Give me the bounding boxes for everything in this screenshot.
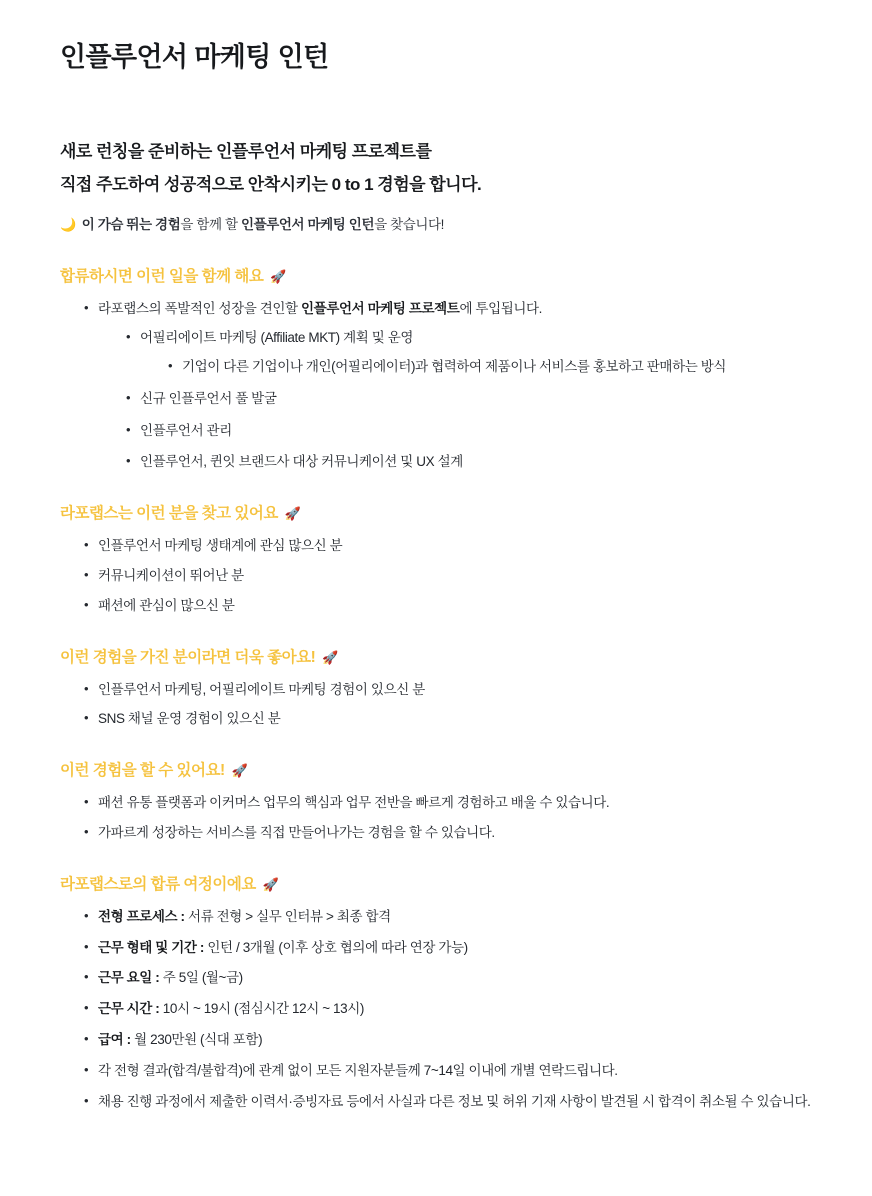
- lede-subline: [60, 214, 812, 236]
- section-what-you-gain: [60, 760, 812, 844]
- rocket-icon: 🚀: [322, 649, 338, 665]
- list-item-bold: 전형 프로세스: [98, 908, 178, 924]
- list-item-label: 각 전형 결과(합격/불합격)에 관계 없이 모든 지원자분들께 7~14일 이내에 개별 연락드립니다.: [98, 1063, 618, 1079]
- list-item: [84, 566, 812, 587]
- list-item-separator: :: [151, 1001, 163, 1017]
- list-item-label: SNS 채널 운영 경험이 있으신 분: [98, 711, 281, 727]
- list-item-label: 패션에 관심이 많으신 분: [98, 597, 235, 613]
- list-item: [84, 1061, 812, 1082]
- list-item-label: 기업이 다른 기업이나 개인(어필리에이터)과 협력하여 제품이나 서비스를 홍보하고 판매하는 방식: [182, 358, 726, 374]
- list-item-label: 가파르게 성장하는 서비스를 직접 만들어나가는 경험을 할 수 있습니다.: [98, 824, 495, 840]
- moon-icon: 🌙: [60, 217, 76, 233]
- section-heading-label: 라포랩스는 이런 분을 찾고 있어요: [60, 505, 278, 523]
- section-responsibilities: [60, 266, 812, 473]
- list-item: [84, 823, 812, 844]
- lede-sub-bold-1: 이 가슴 뛰는 경험: [81, 217, 181, 233]
- lede-line-1: 새로 런칭을 준비하는 인플루언서 마케팅 프로젝트를: [60, 142, 432, 162]
- list-item-label: 서류 전형 > 실무 인터뷰 > 최종 합격: [188, 908, 391, 924]
- bullet-list-level-2: [98, 328, 812, 474]
- rocket-icon: 🚀: [262, 876, 279, 892]
- page-title: 인플루언서 마케팅 인턴: [60, 42, 329, 72]
- bullet-list-level-1: [60, 680, 812, 731]
- bullet-list-level-1: [60, 536, 812, 617]
- bullet-list-level-1: [60, 907, 812, 1113]
- bullet-list-level-1: [60, 299, 812, 474]
- list-item: [84, 1030, 812, 1051]
- list-item-label: 신규 인플루언서 풀 발굴: [140, 390, 277, 406]
- list-item: [84, 1092, 812, 1113]
- section-heading-label: 이런 경험을 가진 분이라면 더욱 좋아요!: [60, 648, 316, 666]
- bullet-list-level-1: [60, 793, 812, 844]
- list-item-pre: 라포랩스의 폭발적인 성장을 견인할: [98, 300, 302, 316]
- list-item: [84, 680, 812, 701]
- list-item: [84, 793, 812, 814]
- list-item: [84, 907, 812, 928]
- list-item-label: 10시 ~ 19시 (점심시간 12시 ~ 13시): [162, 1001, 364, 1017]
- section-heading-label: 이런 경험을 할 수 있어요!: [60, 762, 225, 780]
- list-item-label: 패션 유통 플랫폼과 이커머스 업무의 핵심과 업무 전반을 빠르게 경험하고 배울 수 있습니다.: [98, 795, 610, 811]
- list-item-separator: :: [123, 1032, 135, 1048]
- list-item-label: 인플루언서 마케팅 생태계에 관심 많으신 분: [98, 538, 343, 554]
- list-item-bold: 근무 시간: [98, 1001, 152, 1017]
- list-item-separator: :: [196, 939, 208, 955]
- bullet-list-level-3: [140, 357, 812, 378]
- lede-sub-mid: 을 함께 할: [180, 217, 241, 233]
- list-item-bold: 급여: [98, 1032, 124, 1048]
- list-item-bold: 근무 요일: [98, 970, 152, 986]
- list-item-label: 커뮤니케이션이 뛰어난 분: [98, 568, 244, 583]
- list-item: [84, 596, 812, 617]
- list-item-bold: 근무 형태 및 기간: [98, 939, 197, 955]
- section-heading: [60, 760, 812, 782]
- section-hiring-journey: [60, 874, 812, 1113]
- list-item-label: 주 5일 (월~금): [162, 970, 243, 986]
- list-item-label: 인플루언서 마케팅, 어필리에이트 마케팅 경험이 있으신 분: [98, 681, 425, 697]
- list-item-label: 인플루언서, 퀸잇 브랜드사 대상 커뮤니케이션 및 UX 설계: [140, 454, 463, 470]
- list-item-bold: 인플루언서 마케팅 프로젝트: [301, 300, 460, 316]
- lede-sub-bold-2: 인플루언서 마케팅 인턴: [240, 217, 375, 233]
- list-item: [126, 389, 812, 410]
- list-item-separator: :: [151, 970, 163, 986]
- list-item-label: 채용 진행 과정에서 제출한 이력서·증빙자료 등에서 사실과 다른 정보 및 허위 기재 사항이 발견될 시 합격이 취소될 수 있습니다.: [98, 1094, 811, 1110]
- list-item: [84, 999, 812, 1020]
- list-item: [126, 328, 812, 378]
- list-item: [84, 968, 812, 989]
- section-heading: [60, 266, 812, 288]
- lede-sub-tail: 을 찾습니다!: [374, 217, 445, 233]
- list-item-label: 어필리에이트 마케팅 (Affiliate MKT) 계획 및 운영: [140, 329, 413, 345]
- section-heading: [60, 874, 812, 896]
- list-item-label: 인플루언서 관리: [140, 422, 232, 438]
- rocket-icon: 🚀: [231, 763, 248, 779]
- list-item-label: 월 230만원 (식대 포함): [134, 1032, 263, 1048]
- rocket-icon: 🚀: [284, 506, 301, 522]
- list-item-label: 인턴 / 3개월 (이후 상호 협의에 따라 연장 가능): [207, 939, 468, 955]
- rocket-icon: 🚀: [270, 268, 287, 284]
- list-item: [126, 452, 812, 473]
- section-preferred: [60, 647, 812, 731]
- lede-subline-text: [82, 214, 444, 236]
- section-heading: [60, 503, 812, 525]
- section-heading-label: 합류하시면 이런 일을 함께 해요: [60, 268, 264, 286]
- section-heading: [60, 647, 812, 669]
- list-item: [84, 938, 812, 959]
- list-item: [126, 421, 812, 442]
- list-item-post: 에 투입됩니다.: [459, 300, 542, 316]
- section-who-we-look-for: [60, 503, 812, 616]
- list-item-separator: :: [177, 908, 189, 924]
- list-item: [84, 536, 812, 557]
- lede-block: [60, 135, 812, 236]
- lede-line-2: 직접 주도하여 성공적으로 안착시키는 0 to 1 경험을 합니다.: [60, 175, 482, 195]
- list-item: [168, 357, 812, 378]
- section-heading-label: 라포랩스로의 합류 여정이에요: [60, 875, 256, 893]
- list-item: [84, 709, 812, 730]
- list-item: [84, 299, 812, 474]
